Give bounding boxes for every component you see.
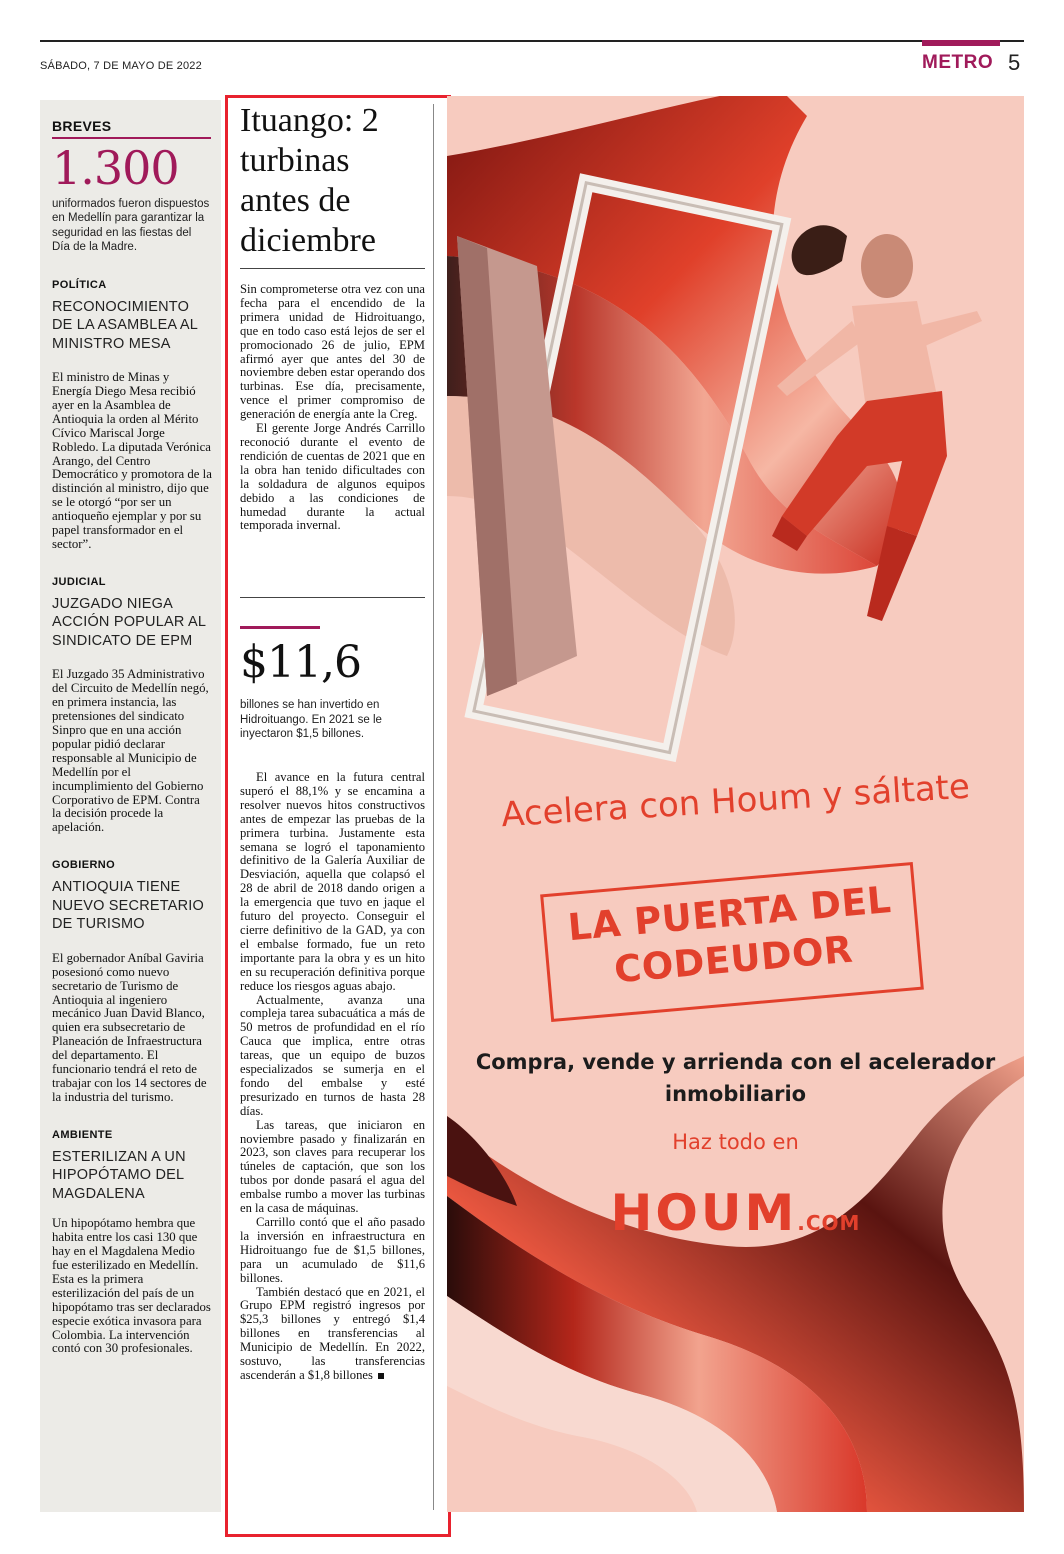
article-paragraph: El avance en la futura central superó el 88,1% y se encamina a resolver nuevos hitos constructivos antes de empezar las pruebas de la primera turbina. Justamente esta semana se logró el taponamiento definitivo de la Galería Auxiliar de Desviación, aquella que colapsó el 28 de abril de 2018 dando origen a la emergencia que tuvo en jaque el futuro del proyecto. Conseguir el cierre definitivo de la GAD, ya con el embalse formado, fue un reto importante para la obra y es un hito en su recuperación definitiva porque reduce los riesgos aguas abajo. xyxy=(240,770,425,993)
article-paragraph: El gerente Jorge Andrés Carrillo reconoció durante el evento de rendición de cuentas de 2021 que en la obra han tenido dificultades con la soldadura de algunos equipos debido a las condiciones de humedad durante la actual temporada invernal. xyxy=(240,421,425,533)
brief-headline: RECONOCIMIENTO DE LA ASAMBLEA AL MINISTRO MESA xyxy=(52,298,198,352)
brief-headline: JUZGADO NIEGA ACCIÓN POPULAR AL SINDICATO DE EPM xyxy=(52,595,206,649)
ad-subline: Compra, vende y arrienda con el acelerador inmobiliario xyxy=(475,1050,996,1106)
highlight-number: 1.300 xyxy=(52,141,179,195)
brief-item xyxy=(52,279,212,552)
highlight-number-caption: uniformados fueron dispuestos en Medellín para garantizar la seguridad en las fiestas del Día de la Madre. xyxy=(52,198,210,254)
houm-logo xyxy=(447,1184,1024,1242)
end-of-article-mark xyxy=(378,1373,384,1379)
brief-item xyxy=(52,859,212,1104)
top-rule xyxy=(40,40,1024,42)
ad-stamp-text: LA PUERTA DEL CODEUDOR xyxy=(566,878,893,992)
figure-accent-bar xyxy=(240,626,320,629)
brief-item xyxy=(52,1129,212,1357)
article-paragraph: Las tareas, que iniciaron en noviembre pasado y finalizarán en 2023, son claves para recuperar los túneles de captación, que son los tubos por donde pasará el agua del embalse rumbo a mover las turbinas en la casa de máquinas. xyxy=(240,1117,425,1216)
ad-headline: Acelera con Houm y sáltate xyxy=(500,766,971,836)
ad-call-to-action: Haz todo en xyxy=(672,1130,799,1154)
brief-body: El ministro de Minas y Energía Diego Mesa recibió ayer en la Asamblea de Antioquia la orden al Mérito Cívico Mariscal Jorge Robledo. La diputada Verónica Arango, del Centro Democrático y promotora de la distinción al ministro, dijo que se le otorgó “por ser un antioqueño ejemplar y por su papel transformador en el sector”. xyxy=(52,370,212,551)
article-paragraph: Carrillo contó que el año pasado la inversión en infraestructura en Hidroituango fue de $1,5 billones, para un acumulado de $11,6 billones. xyxy=(240,1215,425,1285)
brief-body: El Juzgado 35 Administrativo del Circuito de Medellín negó, en primera instancia, las pretensiones del sindicato Sinpro que en una acción popular pidió declarar responsable al Municipio de Medellín por el incumplimiento del Gobierno Corporativo de EPM. Contra la decisión procede la apelación. xyxy=(52,667,209,835)
section-name: METRO xyxy=(922,52,994,73)
article-title: Ituango: 2 turbinas antes de diciembre xyxy=(240,102,379,259)
houm-advertisement xyxy=(447,96,1024,1512)
article-paragraph-text: También destacó que en 2021, el Grupo EPM registró ingresos por $25,3 billones y entregó $1,4 billones en transferencias al Municipio de Medellín. En 2022, sostuvo, las transferencias ascenderán a $1,8 billones xyxy=(240,1284,425,1382)
brief-body: Un hipopótamo hembra que habita entre los casi 130 que hay en el Magdalena Medio fue esterilizado en Medellín. xyxy=(52,1216,199,1272)
article-paragraph: Sin comprometerse otra vez con una fecha para el encendido de la primera unidad de Hidroituango, que en todo caso está lejos de ser el promocionado 26 de julio, EPM afirmó ayer que antes del 30 de noviembre deben estar operando dos turbinas. Ese día, precisamente, vence el primer compromiso de generación de energía ante la Creg. xyxy=(240,282,425,422)
houm-logo-domain: .COM xyxy=(797,1211,861,1235)
breves-sidebar xyxy=(40,100,221,1512)
brief-headline: ANTIOQUIA TIENE NUEVO SECRETARIO DE TURISMO xyxy=(52,879,204,933)
brief-item xyxy=(52,576,212,835)
article-rule xyxy=(240,268,425,269)
brief-category: JUDICIAL xyxy=(52,575,106,588)
brief-category: POLÍTICA xyxy=(52,278,107,291)
article-paragraph xyxy=(240,1286,425,1383)
brief-headline: ESTERILIZAN A UN HIPOPÓTAMO DEL MAGDALENA xyxy=(52,1148,186,1202)
brief-body-continued: Esta es la primera esterilización del país de un hipopótamo tras ser declarados especie exótica invasora para Colombia. La intervención contó con 30 profesionales. xyxy=(52,1271,211,1356)
article-body xyxy=(240,771,425,1383)
figure-value: $11,6 xyxy=(240,637,361,688)
issue-date: SÁBADO, 7 DE MAYO DE 2022 xyxy=(40,60,202,72)
column-divider xyxy=(433,104,434,1510)
article-lead xyxy=(240,283,425,533)
breves-label: BREVES xyxy=(52,118,112,134)
brief-category: AMBIENTE xyxy=(52,1128,113,1141)
article-paragraph: Actualmente, avanza una compleja tarea subacuática a más de 50 metros de profundidad en el río Cauca que implica, entre otras tareas, que un equipo de buzos especializados se sumerja en el fondo del embalse y esté presurizado en turnos de hasta 28 días. xyxy=(240,992,425,1118)
page-number: 5 xyxy=(1008,50,1021,75)
figure-caption: billones se han invertido en Hidroituango. En 2021 se le inyectaron $1,5 billones. xyxy=(240,699,382,740)
article-rule xyxy=(240,597,425,598)
brief-body: El gobernador Aníbal Gaviria posesionó como nuevo secretario de Turismo de Antioquia al ingeniero mecánico Juan David Blanco, quien era subsecretario de Planeación de Infraestructura del departamento. El funcionario tendrá el reto de trabajar con los 14 sectores de la industria del turismo. xyxy=(52,950,207,1104)
breves-rule xyxy=(52,137,211,139)
section-accent-bar xyxy=(922,40,1000,46)
houm-logo-text: HOUM xyxy=(610,1184,798,1242)
brief-category: GOBIERNO xyxy=(52,859,116,872)
